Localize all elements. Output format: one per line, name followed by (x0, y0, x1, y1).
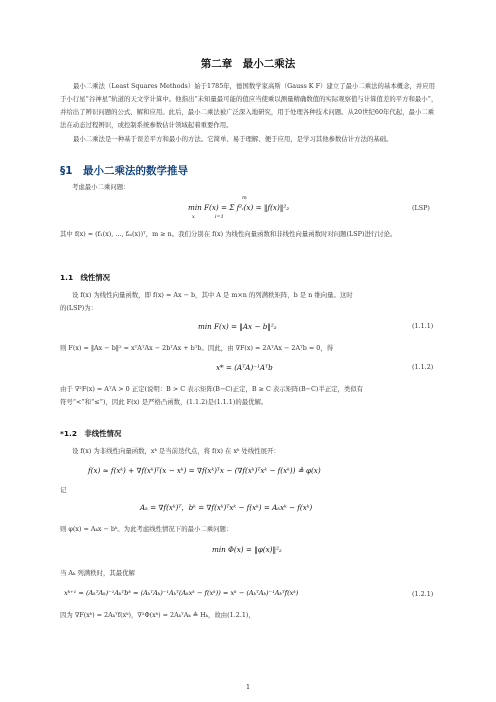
intro-paragraph-1: 最小二乘法（Least Squares Methods）始于1785年，德国数学家高斯（Gauss K F）建立了最小二乘法的基本概念，并应用于小行星“谷神星”轨道的天文学计算中。他指出“未知量最可能的值应当使乘以测量精确数值的实际观察值与计算值差的平方和最小”，并给出了辨识问题的公式、解和应用。此后，最小二乘法被广泛深入地研究，用于处理各种技术问题。从20世纪60年代起，最小二乘法在动态过程辨识，或控制系统参数估计领域起着重要作用。 (60, 82, 438, 129)
equation-linearization: f(x) ≈ f(xᵏ) + ∇f(xᵏ)ᵀ(x − xᵏ) = ∇f(xᵏ)ᵀx − (∇f(xᵏ)ᵀxᵏ − f(xᵏ)) ≜ φ(x) (88, 466, 321, 475)
equation-lsp-subscript: x i=1 (192, 214, 224, 220)
equation-lsp: min F(x) = Σ f²ᵢ(x) = ‖f(x)‖²₂ (188, 203, 290, 212)
equation-lsp-tag: (LSP) (412, 204, 430, 212)
s11-text-line1: 设 f(x) 为线性向量函数，即 f(x) = Ax − b，其中 A 是 m×n 的列满秩矩阵，b 是 n 维向量。这时 (72, 291, 353, 299)
page-number: 1 (246, 684, 250, 691)
equation-1-1-2: x* = (AᵀA)⁻¹Aᵀb (216, 363, 273, 372)
s12-gradient-text: 因为 ∇F(xᵏ) = 2Aₖᵀf(xᵏ)，∇²Φ(xᵏ) = 2AₖᵀAₖ ≜ Hₖ，故由(1.2.1)， (60, 611, 255, 619)
chapter-title: 第二章 最小二乘法 (200, 58, 296, 70)
section-lead: 考虑最小二乘问题： (72, 183, 130, 191)
s11-text-line2: 的(LSP)为： (60, 304, 98, 312)
s12-fullrank-text: 当 Aₖ 列满秩时，其最优解 (60, 569, 135, 577)
equation-ak-bk: Aₖ = ∇f(xᵏ)ᵀ，bᵏ = ∇f(xᵏ)ᵀxᵏ − f(xᵏ) = Aₖxᵏ − f(xᵏ) (140, 503, 313, 512)
equation-1-2-1: xᵏ⁺¹ = (AₖᵀAₖ)⁻¹Aₖᵀbᵏ = (AₖᵀAₖ)⁻¹Aₖᵀ(Aₖxᵏ − f(xᵏ)) = xᵏ − (AₖᵀAₖ)⁻¹Aₖᵀf(xᵏ) (64, 589, 299, 597)
equation-lsp-superscript: m (242, 195, 247, 201)
s12-phi-text: 则 φ(x) = Aₖx − bᵏ。为此考虑线性情况下的最小二乘问题： (60, 525, 233, 533)
equation-phi-min: min Φ(x) = ‖φ(x)‖²₂ (212, 545, 282, 554)
subsection-1-2: *1.2 非线性情况 (60, 429, 122, 438)
s11-hessian-line1: 由于 ∇²F(x) = AᵀA > 0 正定(说明：B > C 表示矩阵(B−C)正定，B ≥ C 表示矩阵(B−C)半正定，类似有 (60, 385, 364, 393)
s12-ji: 记 (60, 486, 67, 494)
equation-1-1-1-tag: (1.1.1) (412, 322, 434, 330)
intro-paragraph-2: 最小二乘法是一种基于误差平方和最小的方法。它简单、易于理解、便于应用，是学习其他参数估计方法的基础。 (73, 135, 393, 143)
s11-hessian-line2: 符号“<”和“≤”)，因此 F(x) 是严格凸函数，(1.1.2)是(1.1.1)的最优解。 (60, 398, 268, 406)
s12-intro: 设 f(x) 为非线性向量函数，xᵏ 是当前迭代点，将 f(x) 在 xᵏ 处线性展开： (72, 447, 280, 455)
section-heading: §1 最小二乘法的数学推导 (60, 165, 189, 177)
equation-1-1-2-tag: (1.1.2) (412, 363, 434, 371)
s11-gradient-text: 则 F(x) = ‖Ax − b‖² = xᵀAᵀAx − 2bᵀAx + bᵀb。因此，由 ∇F(x) = 2AᵀAx − 2Aᵀb = 0，得 (60, 344, 334, 352)
equation-1-1-1: min F(x) = ‖Ax − b‖²₂ (198, 322, 277, 331)
subsection-1-1: 1.1 线性情况 (60, 273, 111, 282)
lsp-where-text: 其中 f(x) = (f₁(x), …, fₘ(x))ᵀ，m ≥ n。我们分别在 f(x) 为线性向量函数和非线性向量函数时对问题(LSP)进行讨论。 (60, 230, 397, 238)
equation-1-2-1-tag: (1.2.1) (412, 590, 434, 598)
